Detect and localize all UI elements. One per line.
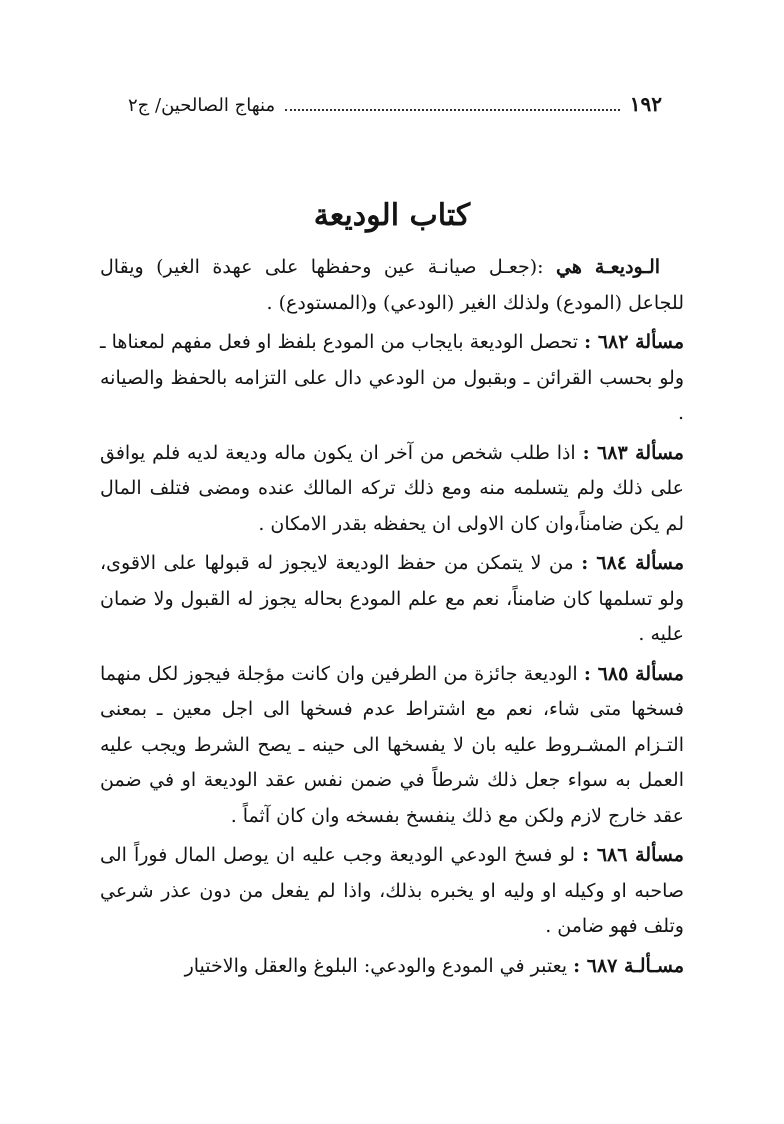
issue-label: مسألة ٦٨٥ : [583,662,684,685]
issue-text: لو فسخ الودعي الوديعة وجب عليه ان يوصل المال فوراً الى صاحبه او وكيله او وليه او يخبره بذلك، واذا لم يفعل من دون عذر شرعي وتلف فهو ضامن . [100,844,684,937]
issue-paragraph [100,436,684,543]
issue-text: الوديعة جائزة من الطرفين وان كانت مؤجلة فيجوز لكل منهما فسخها متى شاء، نعم مع اشتراط عدم فسخها الى اجل معين ـ بمعنى التـزام المشـروط عليه بان لا يفسخها الى حينه ـ يصح الشرط ويجب عليه العمل به سواء جعل ذلك شرطاً في ضمن نفس عقد الوديعة او في ضمن عقد خارج لازم ولكن مع ذلك ينفسخ بفسخه وان كان آثماً . [100,662,684,827]
header-dot-leader [285,95,620,111]
issue-paragraph [100,838,684,945]
issue-paragraph [100,546,684,653]
issue-text: يعتبر في المودع والودعي: البلوغ والعقل والاختيار [184,954,568,977]
running-header [128,92,662,122]
issue-label: مسألة ٦٨٤ : [581,552,684,574]
issue-label: مسـألـة ٦٨٧ : [573,954,684,977]
issue-text: تحصل الوديعة بايجاب من المودع بلفظ او فعل مفهم لمعناها ـ ولو بحسب القرائن ـ وبقبول من الودعي دال على التزامه بالحفظ والصيانه . [100,331,684,424]
issue-label: مسألة ٦٨٦ : [582,844,684,866]
issue-paragraph [100,949,684,985]
intro-term: الـوديعـة هي [556,256,661,278]
issue-text: من لا يتمكن من حفظ الوديعة لايجوز له قبولها على الاقوى، ولو تسلمها كان ضامناً، نعم مع علم المودع بحاله يجوز له القبول ولا ضمان عليه . [100,552,684,645]
issue-label: مسألة ٦٨٣ : [582,441,684,464]
chapter-title: كتاب الوديعة [313,198,471,233]
page-number: ١٩٢ [629,92,662,116]
intro-paragraph [100,250,684,321]
issue-paragraph [100,325,684,432]
issue-label: مسألة ٦٨٢ : [584,331,684,353]
issue-paragraph [100,657,684,835]
body-text [100,250,684,988]
intro-text: :(جعـل صيانـة عين وحفظها على عهدة الغير) ويقال للجاعل (المودع) ولذلك الغير (الودعي) و(المستودع) . [100,256,684,314]
book-title: منهاج الصالحين/ ج٢ [128,95,276,116]
issue-text: اذا طلب شخص من آخر ان يكون ماله وديعة لديه فلم يوافق على ذلك ولم يتسلمه منه ومع ذلك تركه المالك عنده ومضى فتلف المال لم يكن ضامناً،وان كان الاولى ان يحفظه بقدر الامكان . [100,441,684,535]
